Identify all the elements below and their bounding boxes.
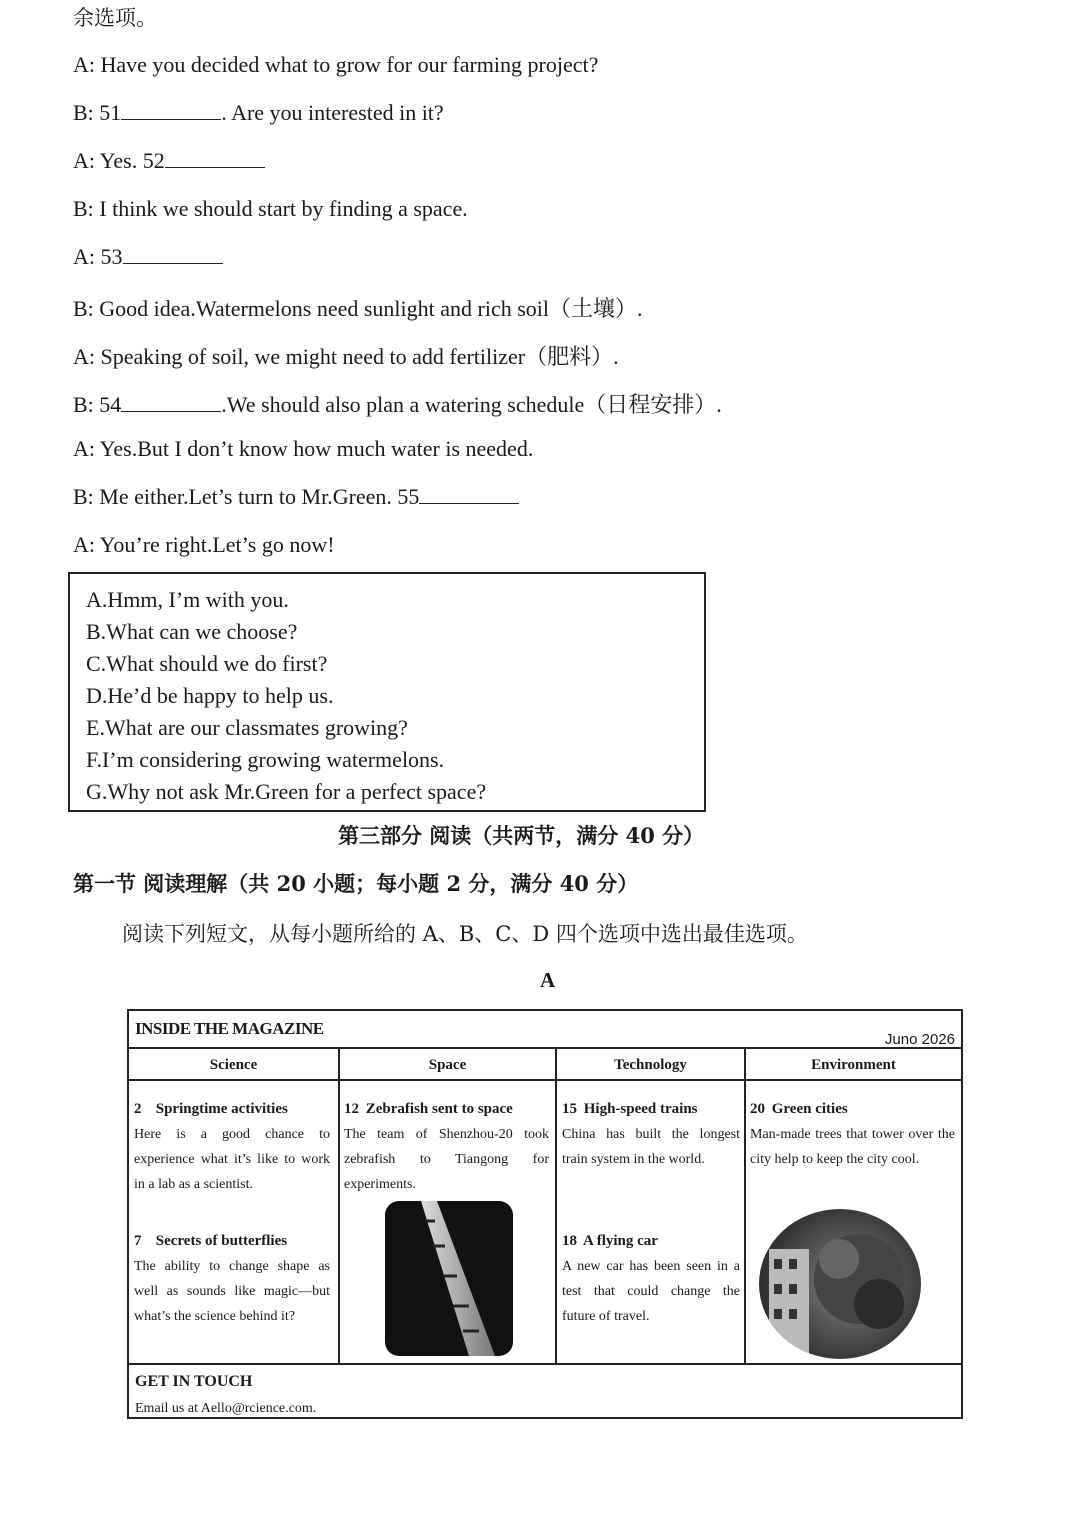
page-number: 20 — [750, 1101, 765, 1117]
article-env-1 — [750, 1097, 955, 1172]
article-summary: China has built the longest train system in the world. — [562, 1127, 740, 1167]
page-number: 15 — [562, 1101, 577, 1117]
article-summary: The ability to change shape as well as sounds like magic—but what’s the science behind it? — [134, 1259, 330, 1324]
article-summary: A new car has been seen in a test that could change the future of travel. — [562, 1259, 740, 1324]
option-b: B.What can we choose? — [86, 619, 298, 644]
answer-blank — [121, 101, 221, 120]
options-box — [68, 572, 706, 812]
divider — [744, 1047, 746, 1365]
dialogue-line: B: 54 .We should also plan a watering schedule（日程安排）. — [73, 392, 722, 417]
option-d: D.He’d be happy to help us. — [86, 683, 334, 708]
intro-text: 余选项。 — [73, 6, 157, 30]
dialogue-line: A: Have you decided what to grow for our farming project? — [73, 52, 599, 77]
instruction-text: 阅读下列短文，从每小题所给的 A、B、C、D 四个选项中选出最佳选项。 — [122, 922, 808, 946]
article-title: Secrets of butterflies — [155, 1233, 288, 1249]
green-city-photo — [759, 1209, 921, 1359]
section-subtitle: 第一节 阅读理解（共 20 小题；每小题 2 分，满分 40 分） — [73, 871, 639, 896]
page-number: 12 — [344, 1101, 359, 1117]
article-space-1 — [344, 1097, 549, 1197]
part-title: 第三部分 阅读（共两节，满分 40 分） — [338, 823, 705, 848]
dialogue-line: B: I think we should start by finding a space. — [73, 196, 468, 221]
article-summary: Here is a good chance to experience what it’s like to work in a lab as a scientist. — [134, 1127, 330, 1192]
magazine-contents-table — [127, 1009, 963, 1419]
article-title: Springtime activities — [155, 1101, 288, 1117]
option-g: G.Why not ask Mr.Green for a perfect space? — [86, 779, 487, 804]
column-header-space: Space — [428, 1057, 467, 1073]
dialogue-line: B: Me either.Let’s turn to Mr.Green. 55 — [73, 484, 519, 510]
divider — [555, 1047, 557, 1365]
dialogue-line: A: Speaking of soil, we might need to add fertilizer（肥料）. — [73, 344, 619, 369]
article-title: High-speed trains — [583, 1101, 698, 1117]
option-c: C.What should we do first? — [86, 651, 328, 676]
dialogue-line: B: Good idea.Watermelons need sunlight and rich soil（土壤）. — [73, 296, 643, 321]
column-header-science: Science — [209, 1057, 258, 1073]
dialogue-line: A: Yes. 52 — [73, 148, 265, 174]
article-science-2 — [134, 1229, 330, 1329]
article-title: Green cities — [771, 1101, 848, 1117]
page-number: 2 — [134, 1101, 142, 1117]
contact-email: Email us at Aello@rcience.com. — [135, 1401, 317, 1416]
article-title: Zebrafish sent to space — [365, 1101, 513, 1117]
article-science-1 — [134, 1097, 330, 1197]
rocket-launch-photo — [385, 1201, 513, 1356]
article-tech-1 — [562, 1097, 740, 1172]
dialogue-line: A: You’re right.Let’s go now! — [73, 532, 335, 557]
option-a: A.Hmm, I’m with you. — [86, 587, 289, 612]
article-tech-2 — [562, 1229, 740, 1329]
article-summary: Man-made trees that tower over the city help to keep the city cool. — [750, 1127, 955, 1167]
column-header-technology: Technology — [614, 1057, 687, 1073]
dialogue-line: A: 53 — [73, 244, 223, 270]
page-number: 18 — [562, 1233, 577, 1249]
answer-blank — [165, 149, 265, 168]
divider — [129, 1363, 961, 1365]
page-number: 7 — [134, 1233, 142, 1249]
article-summary: The team of Shenzhou-20 took zebrafish to Tiangong for experiments. — [344, 1127, 549, 1192]
article-title: A flying car — [582, 1233, 658, 1249]
answer-blank — [121, 393, 221, 412]
magazine-title: INSIDE THE MAGAZINE — [135, 1019, 324, 1038]
option-f: F.I’m considering growing watermelons. — [86, 747, 445, 772]
dialogue-line: A: Yes.But I don’t know how much water is needed. — [73, 436, 534, 461]
divider — [338, 1047, 340, 1365]
option-e: E.What are our classmates growing? — [86, 715, 408, 740]
dialogue-line: B: 51 . Are you interested in it? — [73, 100, 444, 125]
passage-label: A — [540, 968, 556, 992]
answer-blank — [123, 245, 223, 264]
magazine-date: Juno 2026 — [884, 1031, 955, 1048]
column-header-environment: Environment — [811, 1057, 896, 1073]
answer-blank — [419, 485, 519, 504]
get-in-touch-heading: GET IN TOUCH — [135, 1373, 253, 1390]
